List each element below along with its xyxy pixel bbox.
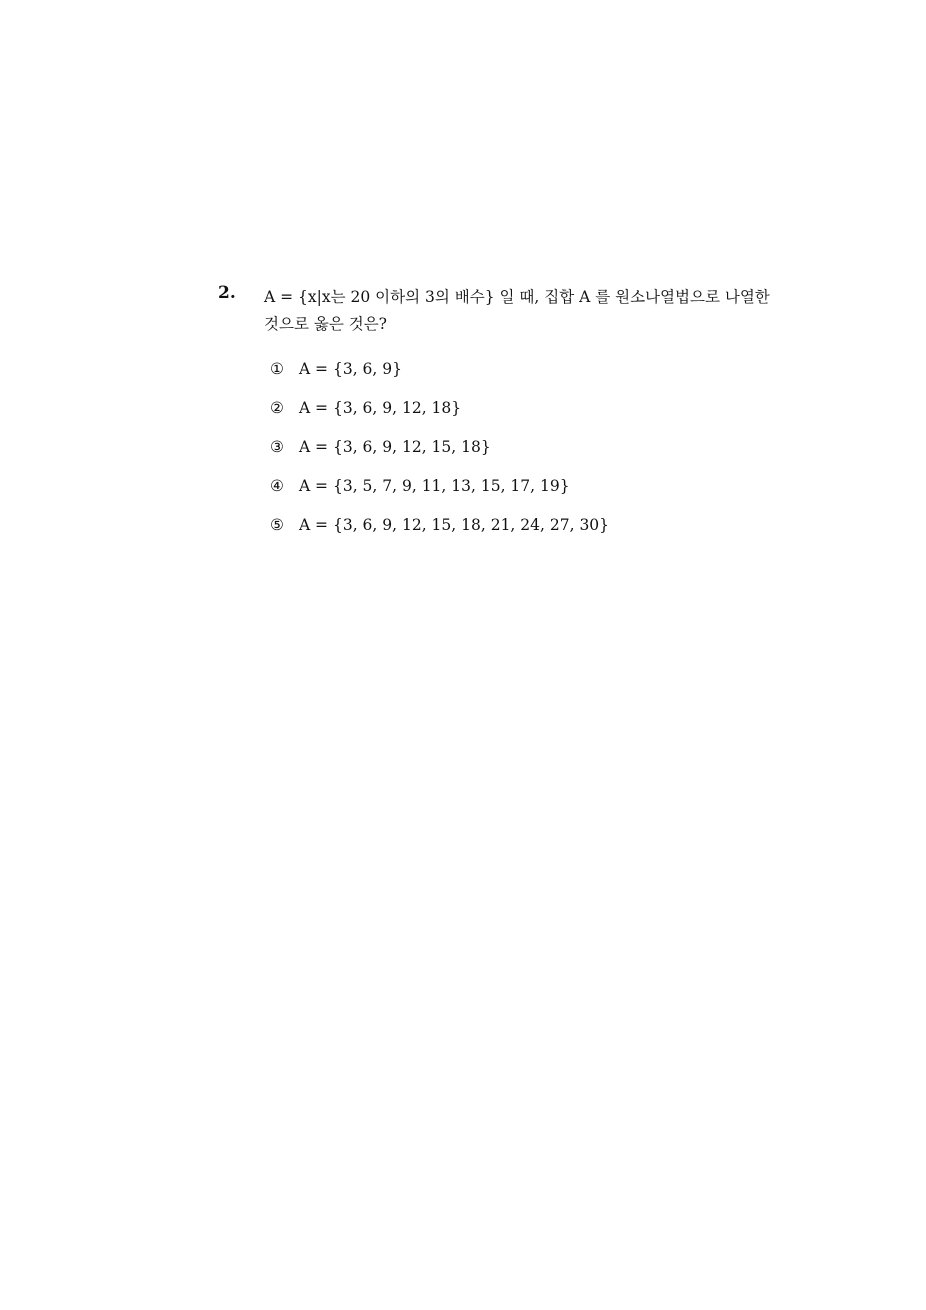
choice-marker: ⑤ (270, 516, 284, 534)
choice-1[interactable] (270, 359, 770, 398)
choice-text: A = {3, 5, 7, 9, 11, 13, 15, 17, 19} (298, 477, 570, 495)
question-number: 2. (218, 283, 236, 303)
choice-text: A = {3, 6, 9, 12, 18} (298, 399, 462, 417)
question-text (264, 284, 784, 338)
choice-marker: ② (270, 399, 284, 417)
choice-text: A = {3, 6, 9, 12, 15, 18} (298, 438, 491, 456)
answer-choices (270, 359, 770, 554)
choice-text: A = {3, 6, 9, 12, 15, 18, 21, 24, 27, 30} (298, 516, 610, 534)
choice-text: A = {3, 6, 9} (298, 360, 402, 378)
choice-marker: ③ (270, 438, 284, 456)
choice-marker: ④ (270, 477, 284, 495)
choice-5[interactable] (270, 515, 770, 554)
choice-3[interactable] (270, 437, 770, 476)
choice-marker: ① (270, 360, 284, 378)
choice-2[interactable] (270, 398, 770, 437)
choice-4[interactable] (270, 476, 770, 515)
question-text-line-1: A = {x|x는 20 이하의 3의 배수} 일 때, 집합 A 를 원소나열법으로 나열한 (264, 288, 770, 306)
question-text-line-2: 것으로 옳은 것은? (264, 315, 387, 333)
